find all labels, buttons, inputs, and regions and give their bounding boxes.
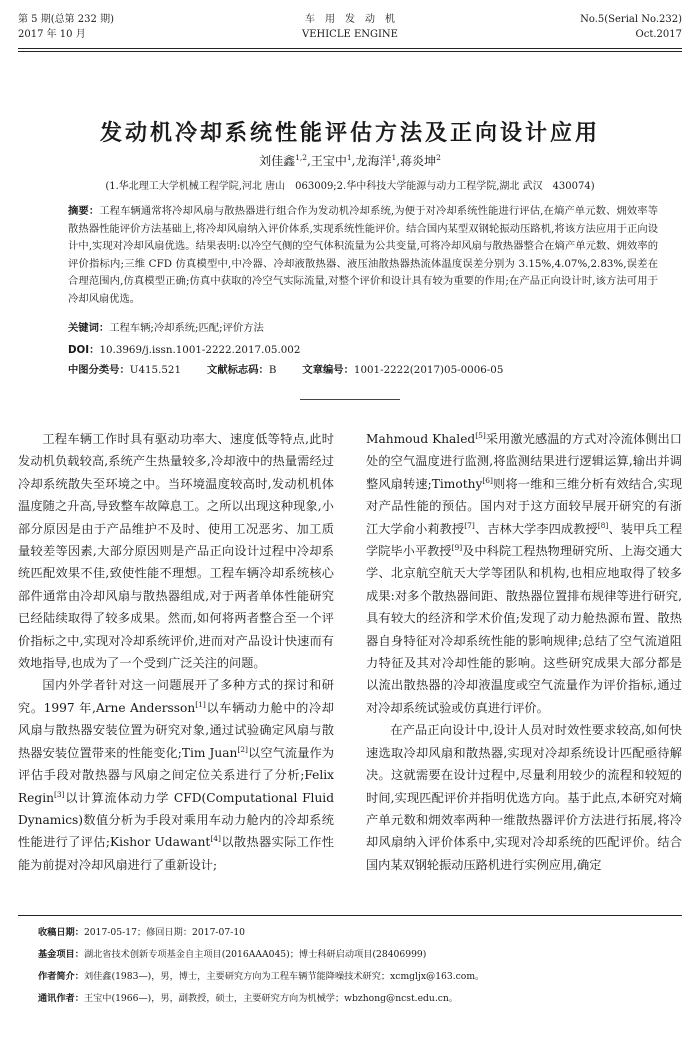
paragraph: 工程车辆工作时具有驱动功率大、速度低等特点,此时发动机负载较高,系统产生热量较多,冷却液中的热量需经过冷却系统散失至环境之中。当环境温度较高时,发动机机体温度随之升高,导致整车故障息工。之所以出现这种现象,小部分原因是由于产品维护不及时、使用工况恶劣、加工质量较差等因素,大部分原因则是产品正向设计过程中冷却系统匹配效果不佳,致使性能不理想。工程车辆冷却系统核心部件通常由冷却风扇与散热器组成,对于两者单体性能研究已经陆续取得了较多成果。然而,如何将两者整合至一个评价指标之中,实现对冷却系统评价,进而对产品设计快速而有效地指导,也成为了一个受到广泛关注的问题。 [18, 432, 334, 671]
author: 蒋炎坤$^2$ [400, 153, 441, 168]
keywords [68, 320, 264, 337]
footnote-funding: 基金项目：湖北省技术创新专项基金自主项目(2016AAA045)；博士科研启动项目(28406999) [38, 949, 427, 960]
section-divider [300, 399, 400, 400]
footnote-rule [18, 915, 682, 916]
clc-label: 中图分类号： [68, 364, 130, 376]
citation: [7] [464, 520, 475, 530]
doc-code-label: 文献标志码： [207, 364, 269, 376]
affiliation: (1.华北理工大学机械工程学院,河北 唐山 063009;2.华中科技大学能源与动力工程学院,湖北 武汉 430074) [105, 181, 595, 192]
citation: [8] [597, 520, 609, 530]
doc-code-value: B [268, 364, 277, 376]
abstract-text: 工程车辆通常将冷却风扇与散热器进行组合作为发动机冷却系统,为便于对冷却系统性能进行评估,在熵产单元数、㶲效率等散热器性能评价方法基础上,将冷却风扇纳入评价体系,实现系统性能评价。结合国内某型双钢轮振动压路机,将该方法应用于正向设计中,实现对冷却风扇优选。结果表明:以冷空气侧的空气体积流量为公共变量,可将冷却风扇与散热器整合在熵产单元数、㶲效率的评价指标内;三维 CFD 仿真模型中,中冷器、冷却液散热器、液压油散热器热流体温度误差分别为 3.15%,4.07%,2.83%,误差在合理范围内,仿真模型正确;仿真中获取的冷空气实际流量,对整个评价和设计具有较为重要的作用;在产品正向设计时,该方法可用于冷却风扇优选。 [68, 205, 658, 305]
citation: [9] [451, 542, 463, 552]
citation: [2] [237, 744, 248, 754]
header-rule-thin [18, 51, 682, 52]
journal-name-en: VEHICLE ENGINE [301, 29, 398, 40]
abstract-label: 摘要： [68, 205, 100, 217]
citation: [4] [210, 834, 221, 844]
footnote-author-bio: 作者简介：刘佳鑫(1983—)，男，博士，主要研究方向为工程车辆节能降噪技术研究；xcmgljx@163.com。 [38, 971, 485, 982]
journal-name-cn: 车 用 发 动 机 [305, 14, 395, 25]
header-rule-thick [18, 48, 682, 49]
citation: [6] [482, 475, 493, 485]
citation: [1] [195, 699, 206, 709]
running-header-right [580, 12, 682, 42]
paragraph: Mahmoud Khaled[5]采用激光感温的方式对冷流体侧出口处的空气温度进行监测,将监测结果进行逻辑运算,输出并调整风扇转速;Timothy[6]则将一维和三维分析有效结合,实现对产品性能的预估。国内对于这方面较早展开研究的有浙江大学俞小莉教授[7]、吉林大学李四成教授[8]、装甲兵工程学院毕小平教授[9]及中科院工程热物理研究所、上海交通大学、北京航空航天大学等团队和机构,也相应地取得了较多成果:对多个散热器间距、散热器位置排布规律等进行研究,具有较大的经济和学术价值;发现了动力舱热源布置、散热器自身特征对冷却系统性能的影响规律;总结了空气流道阻力特征及其对冷却性能的影响。这些研究成果大部分都是以流出散热器的冷却液温度或空气流量作为评价指标,通过对冷却系统试验或仿真进行评价。 [366, 430, 683, 715]
footnote-corresponding: 通讯作者：王宝中(1966—)，男，副教授，硕士，主要研究方向为机械学；wbzhong@ncst.edu.cn。 [38, 993, 458, 1004]
footnote-received: 收稿日期：2017-05-17；修回日期：2017-07-10 [38, 927, 246, 938]
keywords-label: 关键词： [68, 322, 110, 334]
paper-title: 发动机冷却系统性能评估方法及正向设计应用 [99, 121, 600, 146]
date-cn: 2017 年 10 月 [18, 29, 86, 40]
article-no-label: 文章编号： [302, 364, 354, 376]
citation: [3] [53, 789, 65, 799]
author: 刘佳鑫$^{1,2}$ [259, 153, 308, 168]
article-no-value: 1001-2222(2017)05-0006-05 [353, 364, 504, 376]
issue-en: No.5(Serial No.232) [580, 14, 682, 25]
paragraph: 在产品正向设计中,设计人员对时效性要求较高,如何快速选取冷却风扇和散热器,实现对冷却系统设计匹配亟待解决。这就需要在设计过程中,尽量利用较少的流程和较短的时间,实现匹配评价并指明优选方向。基于此点,本研究对熵产单元数和㶲效率两种一维散热器评价方法进行拓展,将冷却风扇纳入评价体系中,实现对冷却系统的匹配评价。结合国内某双钢轮振动压路机进行实例应用,确定 [366, 723, 682, 872]
date-en: Oct.2017 [635, 29, 682, 40]
body-column-left [18, 428, 334, 876]
clc-value: U415.521 [129, 364, 182, 376]
keywords-text: 工程车辆;冷却系统;匹配;评价方法 [109, 322, 264, 334]
author: 龙海洋$^1$ [355, 153, 397, 168]
citation: [5] [475, 430, 486, 440]
doi [68, 342, 300, 359]
doi-value: 10.3969/j.issn.1001-2222.2017.05.002 [99, 344, 301, 356]
author: 王宝中$^1$ [310, 153, 352, 168]
doi-label: DOI： [68, 344, 100, 356]
abstract [68, 203, 658, 309]
author-list: 刘佳鑫$^{1,2}$,王宝中$^1$,龙海洋$^1$,蒋炎坤$^2$ [259, 153, 441, 168]
issue-cn: 第 5 期(总第 232 期) [18, 14, 114, 25]
classification-line [68, 362, 503, 379]
paragraph: 国内外学者针对这一问题展开了多种方式的探讨和研究。1997 年,Arne Andersson[1]以车辆动力舱中的冷却风扇与散热器安装位置为研究对象,通过试验确定风扇与散热器安装位置带来的性能变化;Tim Juan[2]以空气流量作为评估手段对散热器与风扇之间定位关系进行了分析;Felix Regin[3]以计算流体动力学 CFD(Computational Fluid Dynamics)数值分析为手段对乘用车动力舱内的冷却系统性能进行了评估;Kishor Udawant[4]以散热器实际工作性能为前提对冷却风扇进行了重新设计; [18, 678, 334, 872]
body-column-right [366, 428, 682, 876]
